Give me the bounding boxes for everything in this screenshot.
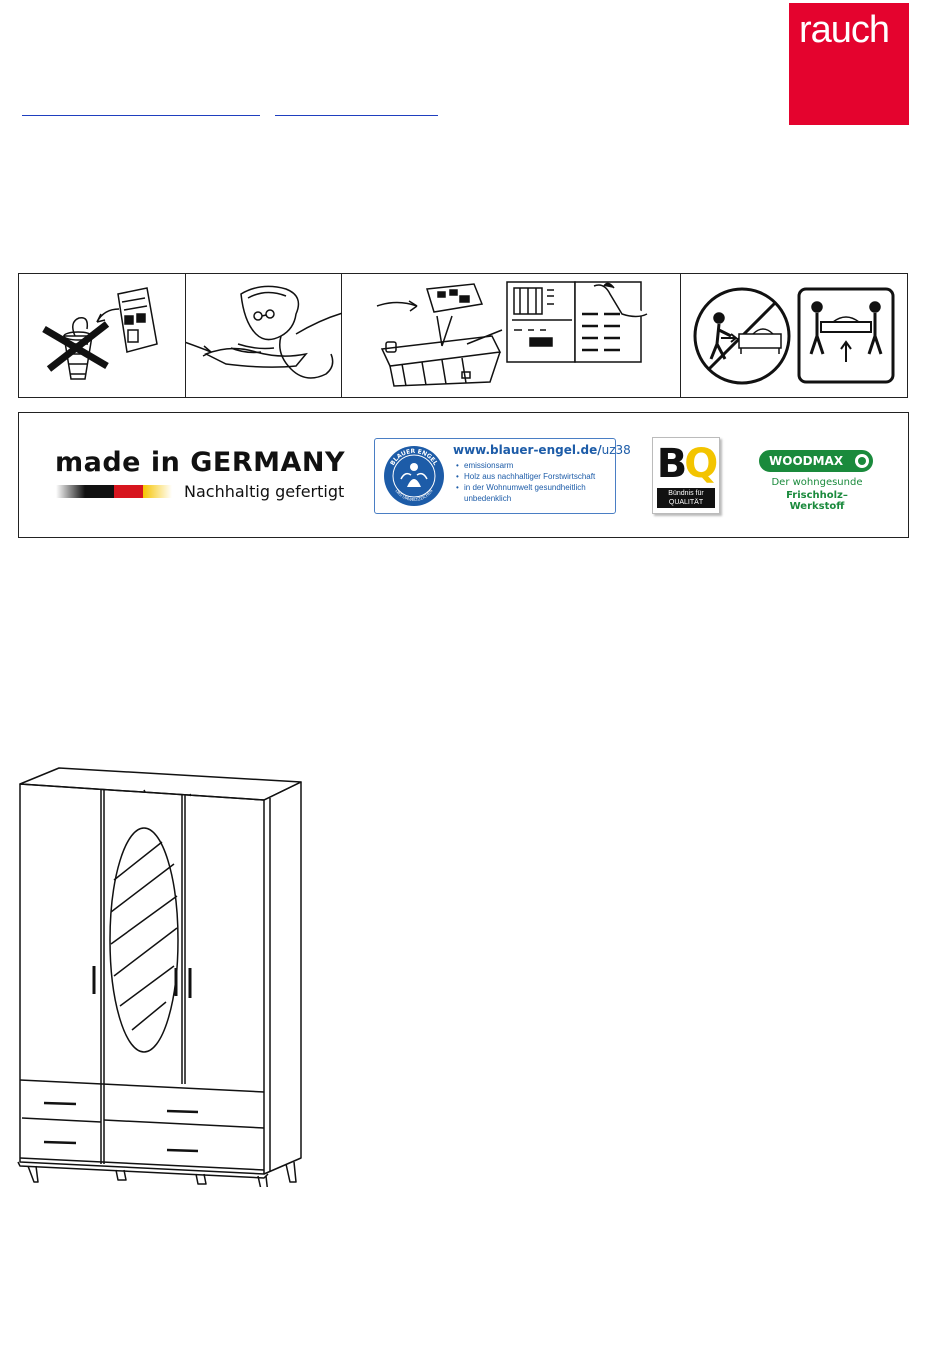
bq-band-line1: Bündnis für xyxy=(668,490,704,497)
flag-black-solid xyxy=(85,485,114,498)
woodmax-logo xyxy=(759,450,875,512)
blue-angel-seal-icon xyxy=(383,445,445,507)
bq-letter-q: Q xyxy=(684,441,716,487)
header-link-2[interactable] xyxy=(275,115,438,116)
flag-red xyxy=(114,485,143,498)
bq-band xyxy=(657,488,715,508)
reading-person-icon xyxy=(186,274,342,397)
blue-angel-criteria-list xyxy=(455,460,613,504)
panel-no-pushing-carry-together xyxy=(681,274,907,397)
panel-do-not-discard xyxy=(19,274,186,397)
folder-storage-icon xyxy=(342,274,681,397)
flag-gold xyxy=(143,485,172,498)
seal-bottom-text: DAS UMWELTZEICHEN xyxy=(394,488,434,503)
wardrobe-line-drawing xyxy=(14,762,306,1187)
woodmax-dot-icon xyxy=(855,454,869,468)
two-person-lift-icon xyxy=(681,274,907,397)
woodmax-line1: Der wohngesunde xyxy=(771,477,863,488)
bq-quality-logo xyxy=(652,437,720,514)
seal-top-text: BLAUER ENGEL xyxy=(389,447,439,467)
blue-angel-criterion: • emissionsarm xyxy=(455,460,613,471)
instruction-strip xyxy=(18,273,908,398)
made-in-subtitle: Nachhaltig gefertigt xyxy=(184,482,345,501)
certification-strip xyxy=(18,412,909,538)
blue-angel-url[interactable] xyxy=(453,443,631,457)
brand-logo-text: rauch xyxy=(799,9,890,51)
brand-logo xyxy=(789,3,909,125)
panel-keep-in-folder xyxy=(342,274,681,397)
woodmax-line2: Frischholz–Werkstoff xyxy=(786,490,848,512)
discard-crossed-icon xyxy=(19,274,186,397)
woodmax-name: WOODMAX xyxy=(769,454,844,468)
blue-angel-label xyxy=(374,438,631,514)
woodmax-pill xyxy=(759,450,873,472)
blue-angel-url-suffix: uz38 xyxy=(601,443,631,457)
made-in-germany-title: made in GERMANY xyxy=(55,447,346,478)
panel-read-instructions xyxy=(186,274,342,397)
bq-letter-b: B xyxy=(656,441,685,487)
german-flag-bar xyxy=(56,485,172,498)
bq-band-line2: QUALITÄT xyxy=(668,499,704,506)
blue-angel-criterion: • in der Wohnumwelt gesundheitlich unbedenklich xyxy=(455,482,613,504)
flag-black xyxy=(56,485,85,498)
blue-angel-criterion: • Holz aus nachhaltiger Forstwirtschaft xyxy=(455,471,613,482)
header-link-1[interactable] xyxy=(22,115,260,116)
blue-angel-url-domain: www.blauer-engel.de/ xyxy=(453,443,602,457)
bq-letters xyxy=(653,441,719,487)
